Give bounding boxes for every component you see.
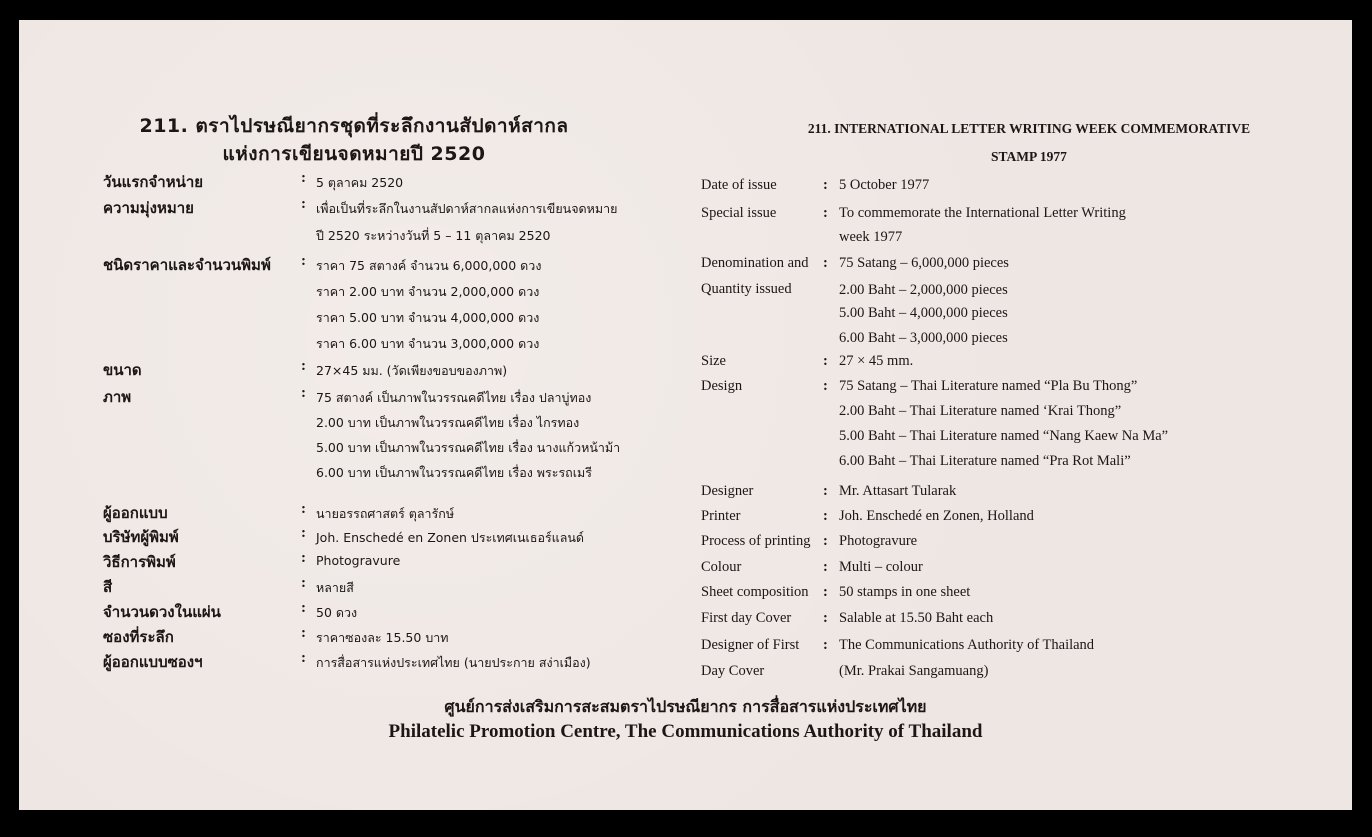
english-value: 2.00 Baht – Thai Literature named ‘Krai Thong” <box>839 403 1122 419</box>
thai-label: จำนวนดวงในแผ่น <box>103 603 221 621</box>
colon: : <box>301 650 306 666</box>
stamp-info-card <box>19 20 1352 810</box>
colon: : <box>823 610 828 626</box>
thai-label: ผู้ออกแบบซองฯ <box>103 653 203 671</box>
colon: : <box>301 196 306 212</box>
thai-label: สี <box>103 578 113 596</box>
english-label: Printer <box>701 508 741 524</box>
thai-title-line1: 211. ตราไปรษณียากรชุดที่ระลึกงานสัปดาห์สากล <box>139 115 569 137</box>
thai-value: ราคา 2.00 บาท จำนวน 2,000,000 ดวง <box>316 284 540 299</box>
colon: : <box>301 550 306 566</box>
thai-value: 5 ตุลาคม 2520 <box>316 175 404 190</box>
thai-value: 5.00 บาท เป็นภาพในวรรณคดีไทย เรื่อง นางแก้วหน้าม้า <box>316 440 621 455</box>
thai-value: 2.00 บาท เป็นภาพในวรรณคดีไทย เรื่อง ไกรทอง <box>316 415 580 430</box>
thai-value: หลายสี <box>316 580 354 595</box>
thai-value: ราคาซองละ 15.50 บาท <box>316 630 449 645</box>
english-value: 27 × 45 mm. <box>839 353 914 369</box>
colon: : <box>823 533 828 549</box>
colon: : <box>823 255 828 271</box>
colon: : <box>301 501 306 517</box>
thai-label: ชนิดราคาและจำนวนพิมพ์ <box>103 256 271 274</box>
thai-label: บริษัทผู้พิมพ์ <box>103 528 179 546</box>
colon: : <box>823 353 828 369</box>
thai-value: Photogravure <box>316 553 401 568</box>
english-value: Multi – colour <box>839 559 923 575</box>
english-value: 5.00 Baht – Thai Literature named “Nang Kaew Na Ma” <box>839 428 1169 444</box>
english-label: Size <box>701 353 726 369</box>
thai-value: 50 ดวง <box>316 605 358 620</box>
thai-label: ซองที่ระลึก <box>103 628 174 646</box>
english-title-line2: STAMP 1977 <box>991 149 1067 164</box>
colon: : <box>823 559 828 575</box>
thai-value: 27×45 มม. (วัดเพียงขอบของภาพ) <box>316 363 508 378</box>
english-label: Process of printing <box>701 533 811 549</box>
colon: : <box>823 483 828 499</box>
english-value: Salable at 15.50 Baht each <box>839 610 994 626</box>
thai-label: ความมุ่งหมาย <box>103 199 194 217</box>
english-label: Designer <box>701 483 754 499</box>
english-value: Joh. Enschedé en Zonen, Holland <box>839 508 1034 524</box>
colon: : <box>301 525 306 541</box>
thai-value: ราคา 6.00 บาท จำนวน 3,000,000 ดวง <box>316 336 540 351</box>
english-value: 5.00 Baht – 4,000,000 pieces <box>839 305 1008 321</box>
thai-value: นายอรรถศาสตร์ ตุลารักษ์ <box>316 506 455 521</box>
english-value: The Communications Authority of Thailand <box>839 637 1095 653</box>
colon: : <box>823 177 828 193</box>
thai-label: ขนาด <box>103 361 142 379</box>
colon: : <box>823 205 828 221</box>
english-label: Denomination and <box>701 255 809 271</box>
colon: : <box>301 358 306 374</box>
thai-title-line2: แห่งการเขียนจดหมายปี 2520 <box>222 143 486 165</box>
thai-value: Joh. Enschedé en Zonen ประเทศเนเธอร์แลนด์ <box>316 530 585 545</box>
colon: : <box>301 170 306 186</box>
thai-value: การสื่อสารแห่งประเทศไทย (นายประกาย สง่าเมือง) <box>316 655 591 670</box>
colon: : <box>301 253 306 269</box>
thai-value: เพื่อเป็นที่ระลึกในงานสัปดาห์สากลแห่งการเขียนจดหมาย <box>316 201 618 216</box>
english-value: 50 stamps in one sheet <box>839 584 971 600</box>
english-value: week 1977 <box>839 229 903 245</box>
colon: : <box>823 584 828 600</box>
colon: : <box>823 637 828 653</box>
english-value: 6.00 Baht – 3,000,000 pieces <box>839 330 1008 346</box>
english-value: (Mr. Prakai Sangamuang) <box>839 663 989 679</box>
english-label: Quantity issued <box>701 281 792 297</box>
colon: : <box>301 575 306 591</box>
thai-value: 75 สตางค์ เป็นภาพในวรรณคดีไทย เรื่อง ปลาบู่ทอง <box>316 390 592 405</box>
colon: : <box>301 600 306 616</box>
english-value: To commemorate the International Letter Writing <box>839 205 1126 221</box>
english-title-line1: 211. INTERNATIONAL LETTER WRITING WEEK COMMEMORATIVE <box>807 121 1251 136</box>
thai-label: วันแรกจำหน่าย <box>103 173 204 191</box>
colon: : <box>301 385 306 401</box>
colon: : <box>301 625 306 641</box>
english-label: First day Cover <box>701 610 792 626</box>
thai-value: 6.00 บาท เป็นภาพในวรรณคดีไทย เรื่อง พระรถเมรี <box>316 465 592 480</box>
english-label: Designer of First <box>701 637 800 653</box>
thai-label: ภาพ <box>103 388 132 406</box>
thai-value: ราคา 75 สตางค์ จำนวน 6,000,000 ดวง <box>316 258 542 273</box>
english-label: Day Cover <box>701 663 765 679</box>
thai-value: ราคา 5.00 บาท จำนวน 4,000,000 ดวง <box>316 310 540 325</box>
english-label: Sheet composition <box>701 584 809 600</box>
english-value: 2.00 Baht – 2,000,000 pieces <box>839 282 1008 298</box>
english-value: Mr. Attasart Tularak <box>839 483 957 499</box>
english-value: Photogravure <box>839 533 918 549</box>
footer-thai: ศูนย์การส่งเสริมการสะสมตราไปรษณียากร การสื่อสารแห่งประเทศไทย <box>444 697 927 716</box>
english-label: Date of issue <box>701 177 777 193</box>
english-label: Design <box>701 378 743 394</box>
english-value: 75 Satang – 6,000,000 pieces <box>839 255 1009 271</box>
english-value: 5 October 1977 <box>839 177 930 193</box>
colon: : <box>823 508 828 524</box>
english-value: 75 Satang – Thai Literature named “Pla Bu Thong” <box>839 378 1138 394</box>
footer-english: Philatelic Promotion Centre, The Communications Authority of Thailand <box>388 721 983 742</box>
thai-label: ผู้ออกแบบ <box>103 504 168 522</box>
english-label: Special issue <box>701 205 777 221</box>
colon: : <box>823 378 828 394</box>
thai-label: วิธีการพิมพ์ <box>103 553 176 571</box>
english-value: 6.00 Baht – Thai Literature named “Pra Rot Mali” <box>839 453 1131 469</box>
english-label: Colour <box>701 559 742 575</box>
thai-value: ปี 2520 ระหว่างวันที่ 5 – 11 ตุลาคม 2520 <box>316 228 551 243</box>
